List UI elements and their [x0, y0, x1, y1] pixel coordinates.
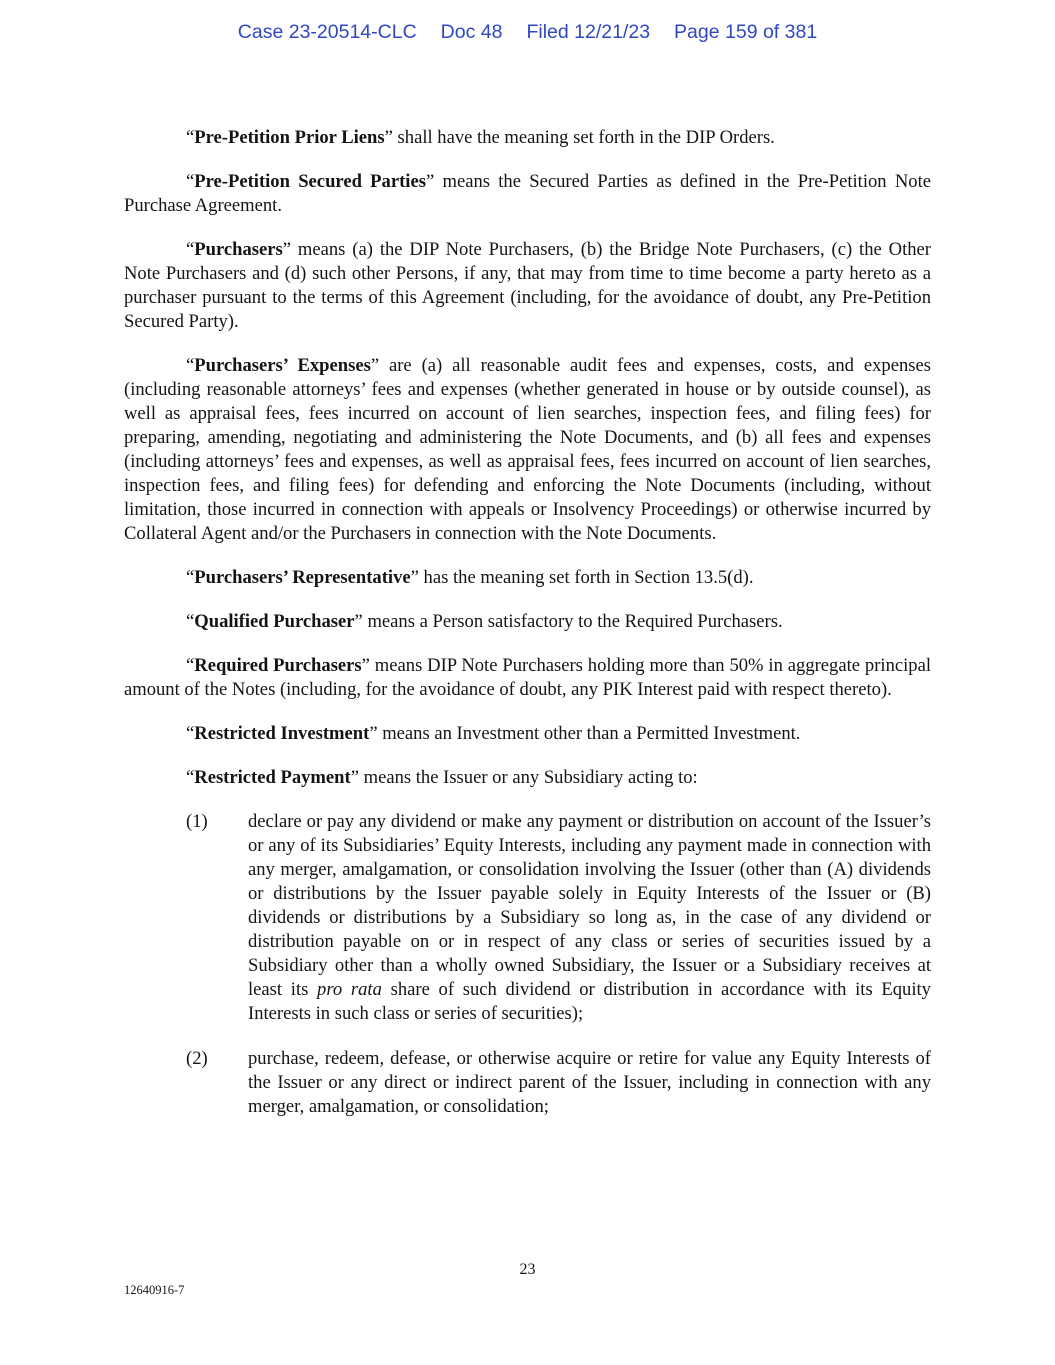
- list-item: [124, 1047, 931, 1119]
- definition-text: ” means an Investment other than a Permitted Investment.: [369, 723, 801, 744]
- case-number: Case 23-20514-CLC: [237, 21, 417, 43]
- list-item-text-before: declare or pay any dividend or make any payment or distribution on account of the Issuer’s or any of its Subsidiaries’ Equity Interests, including any payment made in connection with any merger, amalgamation, or consolidation involving the Issuer (other than (A) dividends or distributions by the Issuer payable solely in Equity Interests of the Issuer or (B) dividends or distributions by a Subsidiary so long as, in the case of any dividend or distribution payable on or in respect of any class or series of securities issued by a Subsidiary other than a wholly owned Subsidiary, the Issuer or a Subsidiary receives at least its: [248, 811, 931, 1000]
- court-filing-header: [0, 20, 1055, 44]
- defined-term: Restricted Payment: [194, 767, 351, 788]
- list-item-text: [248, 811, 931, 1024]
- document-body: [124, 126, 931, 1140]
- defined-term: Qualified Purchaser: [194, 611, 355, 632]
- open-quote: “: [186, 567, 195, 588]
- document-id: 12640916-7: [124, 1283, 185, 1297]
- definition-text: ” means the Issuer or any Subsidiary acting to:: [350, 767, 698, 788]
- definition-restricted-investment: [124, 722, 931, 746]
- open-quote: “: [186, 127, 195, 148]
- definition-purchasers: [124, 238, 931, 334]
- definition-text: ” means DIP Note Purchasers holding more than 50% in aggregate principal amount of the Notes (including, for the avoidance of doubt, any PIK Interest paid with respect thereto).: [124, 655, 931, 700]
- docket-number: Doc 48: [440, 21, 503, 43]
- definition-pre-petition-prior-liens: [124, 126, 931, 150]
- definition-required-purchasers: [124, 654, 931, 702]
- definition-text: ” means a Person satisfactory to the Required Purchasers.: [354, 611, 783, 632]
- italic-phrase: pro rata: [317, 979, 382, 1000]
- definition-purchasers-representative: [124, 566, 931, 590]
- definition-pre-petition-secured-parties: [124, 170, 931, 218]
- definition-restricted-payment: [124, 766, 931, 790]
- defined-term: Purchasers: [194, 239, 283, 260]
- list-item: [124, 810, 931, 1026]
- definition-text: ” are (a) all reasonable audit fees and expenses, costs, and expenses (including reasonable attorneys’ fees and expenses (whether generated in house or by outside counsel), as well as appraisal fees, fees incurred on account of lien searches, inspection fees, and filing fees) for preparing, amending, negotiating and administering the Note Documents, and (b) all fees and expenses (including attorneys’ fees and expenses, as well as appraisal fees, fees incurred on account of lien searches, inspection fees, and filing fees) for defending and enforcing the Note Documents (including, without limitation, those incurred in connection with appeals or Insolvency Proceedings) or otherwise incurred by Collateral Agent and/or the Purchasers in connection with the Note Documents.: [124, 355, 931, 544]
- defined-term: Purchasers’ Expenses: [194, 355, 371, 376]
- open-quote: “: [186, 723, 195, 744]
- definition-text: ” has the meaning set forth in Section 13.5(d).: [410, 567, 754, 588]
- definition-text: ” means (a) the DIP Note Purchasers, (b) the Bridge Note Purchasers, (c) the Other Note Purchasers and (d) such other Persons, if any, that may from time to time become a party hereto as a purchaser pursuant to the terms of this Agreement (including, for the avoidance of doubt, any Pre-Petition Secured Party).: [124, 239, 931, 332]
- page-count: Page 159 of 381: [674, 21, 818, 43]
- filed-date: Filed 12/21/23: [526, 21, 651, 43]
- open-quote: “: [186, 171, 195, 192]
- open-quote: “: [186, 611, 195, 632]
- definition-purchasers-expenses: [124, 354, 931, 546]
- list-item-number: (2): [186, 1048, 208, 1069]
- open-quote: “: [186, 239, 195, 260]
- defined-term: Pre-Petition Prior Liens: [194, 127, 385, 148]
- list-item-number: (1): [186, 811, 208, 832]
- open-quote: “: [186, 767, 195, 788]
- defined-term: Restricted Investment: [194, 723, 370, 744]
- list-item-text-after: share of such dividend or distribution in accordance with its Equity Interests in such class or series of securities);: [248, 979, 931, 1024]
- definition-text: ” means the Secured Parties as defined in the Pre-Petition Note Purchase Agreement.: [124, 171, 932, 216]
- defined-term: Purchasers’ Representative: [194, 567, 411, 588]
- list-item-text: purchase, redeem, defease, or otherwise acquire or retire for value any Equity Interests of the Issuer or any direct or indirect parent of the Issuer, including in connection with any merger, amalgamation, or consolidation;: [248, 1048, 931, 1117]
- definition-text: ” shall have the meaning set forth in the DIP Orders.: [384, 127, 775, 148]
- open-quote: “: [186, 655, 195, 676]
- open-quote: “: [186, 355, 195, 376]
- defined-term: Pre-Petition Secured Parties: [194, 171, 426, 192]
- definition-qualified-purchaser: [124, 610, 931, 634]
- defined-term: Required Purchasers: [194, 655, 362, 676]
- page-number: 23: [519, 1261, 536, 1278]
